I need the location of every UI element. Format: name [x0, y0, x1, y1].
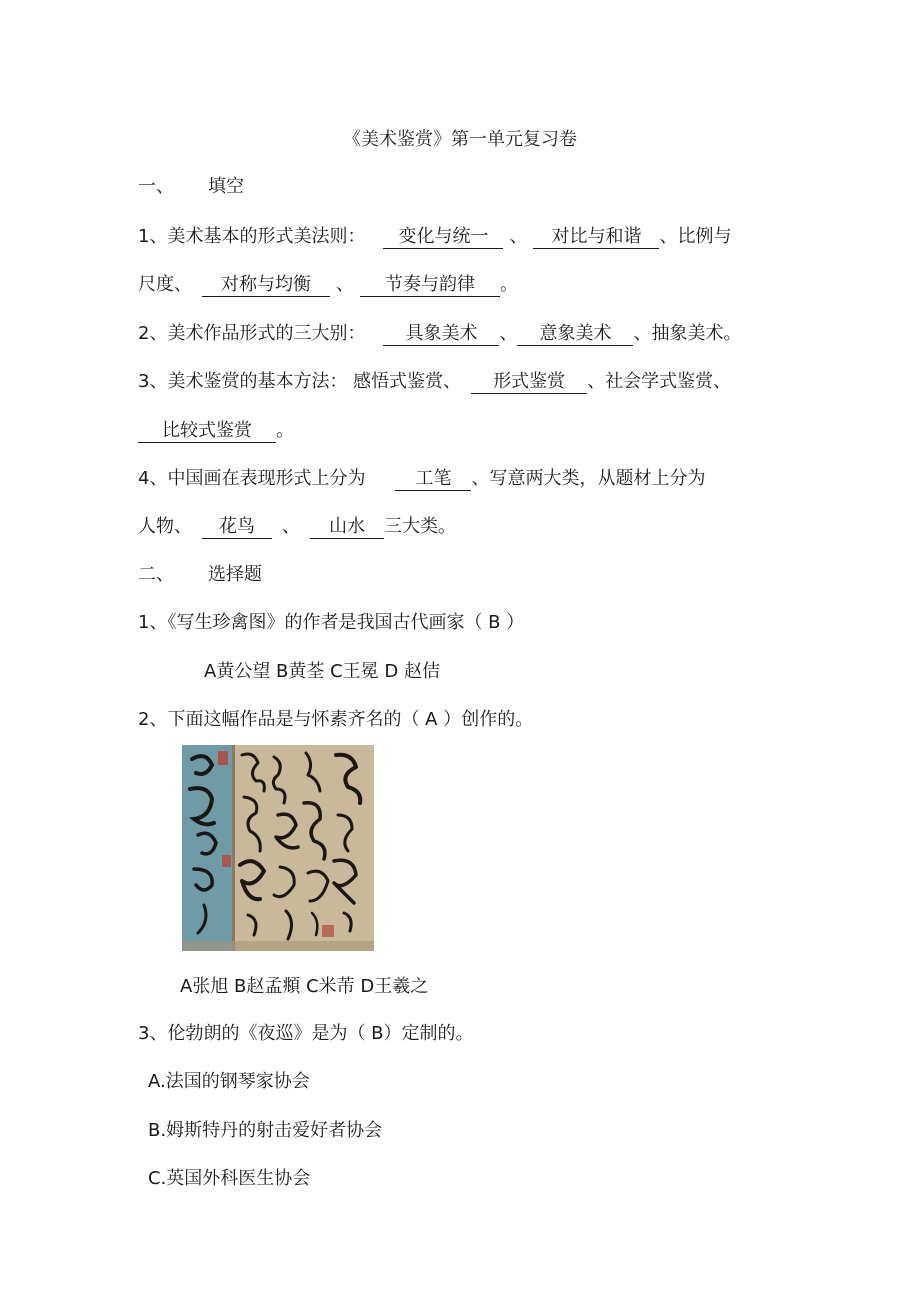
- fill-blank: 花鸟: [202, 517, 272, 539]
- fill-q1-line2: 尺度、 对称与均衡 、 节奏与韵律 。: [138, 274, 518, 295]
- choice-q3-option-b: B.姆斯特丹的射击爱好者协会: [148, 1120, 383, 1141]
- fill-blank: 节奏与韵律: [360, 275, 500, 297]
- choice-q3-stem: 3、伦勃朗的《夜巡》是为（ B）定制的。: [138, 1023, 474, 1044]
- fill-q3-line1: 3、美术鉴赏的基本方法： 感悟式鉴赏、 形式鉴赏 、社会学式鉴赏、: [138, 371, 732, 392]
- fill-blank: 意象美术: [517, 324, 633, 346]
- fill-q4-line1: 4、中国画在表现形式上分为 工笔 、写意两大类，从题材上分为: [138, 468, 706, 489]
- fill-blank: 山水: [310, 517, 384, 539]
- fill-blank: 变化与统一: [383, 227, 503, 249]
- choice-q1-options: A黄公望 B黄荃 C王冕 D 赵佶: [204, 661, 440, 682]
- choice-q1-stem: 1、《写生珍禽图》的作者是我国古代画家（ B ）: [138, 612, 525, 633]
- choice-q3-option-c: C.英国外科医生协会: [148, 1168, 311, 1189]
- fill-blank: 对称与均衡: [202, 275, 330, 297]
- choice-q2-stem: 2、下面这幅作品是与怀素齐名的（ A ）创作的。: [138, 709, 534, 730]
- fill-blank: 对比与和谐: [533, 227, 659, 249]
- choice-q3-option-a: A.法国的钢琴家协会: [148, 1071, 310, 1092]
- fill-q1-line1: 1、美术基本的形式美法则： 变化与统一 、 对比与和谐 、比例与: [138, 226, 732, 247]
- fill-blank: 形式鉴赏: [471, 372, 587, 394]
- fill-blank: 工笔: [395, 469, 471, 491]
- fill-q2: 2、美术作品形式的三大别： 具象美术 、 意象美术 、抽象美术。: [138, 323, 742, 344]
- cursive-calligraphy-image: [182, 745, 374, 951]
- choice-q2-options: A张旭 B赵孟頫 C米芾 D王羲之: [180, 976, 429, 997]
- fill-q3-line2: 比较式鉴赏 。: [138, 419, 294, 443]
- fill-blank: 比较式鉴赏: [138, 421, 276, 443]
- document-title: 《美术鉴赏》第一单元复习卷: [343, 129, 577, 150]
- fill-q4-line2: 人物、 花鸟 、 山水 三大类。: [138, 516, 456, 537]
- section2-heading: 二、 选择题: [138, 564, 262, 585]
- section1-heading: 一、 填空: [138, 176, 244, 197]
- fill-blank: 具象美术: [383, 324, 499, 346]
